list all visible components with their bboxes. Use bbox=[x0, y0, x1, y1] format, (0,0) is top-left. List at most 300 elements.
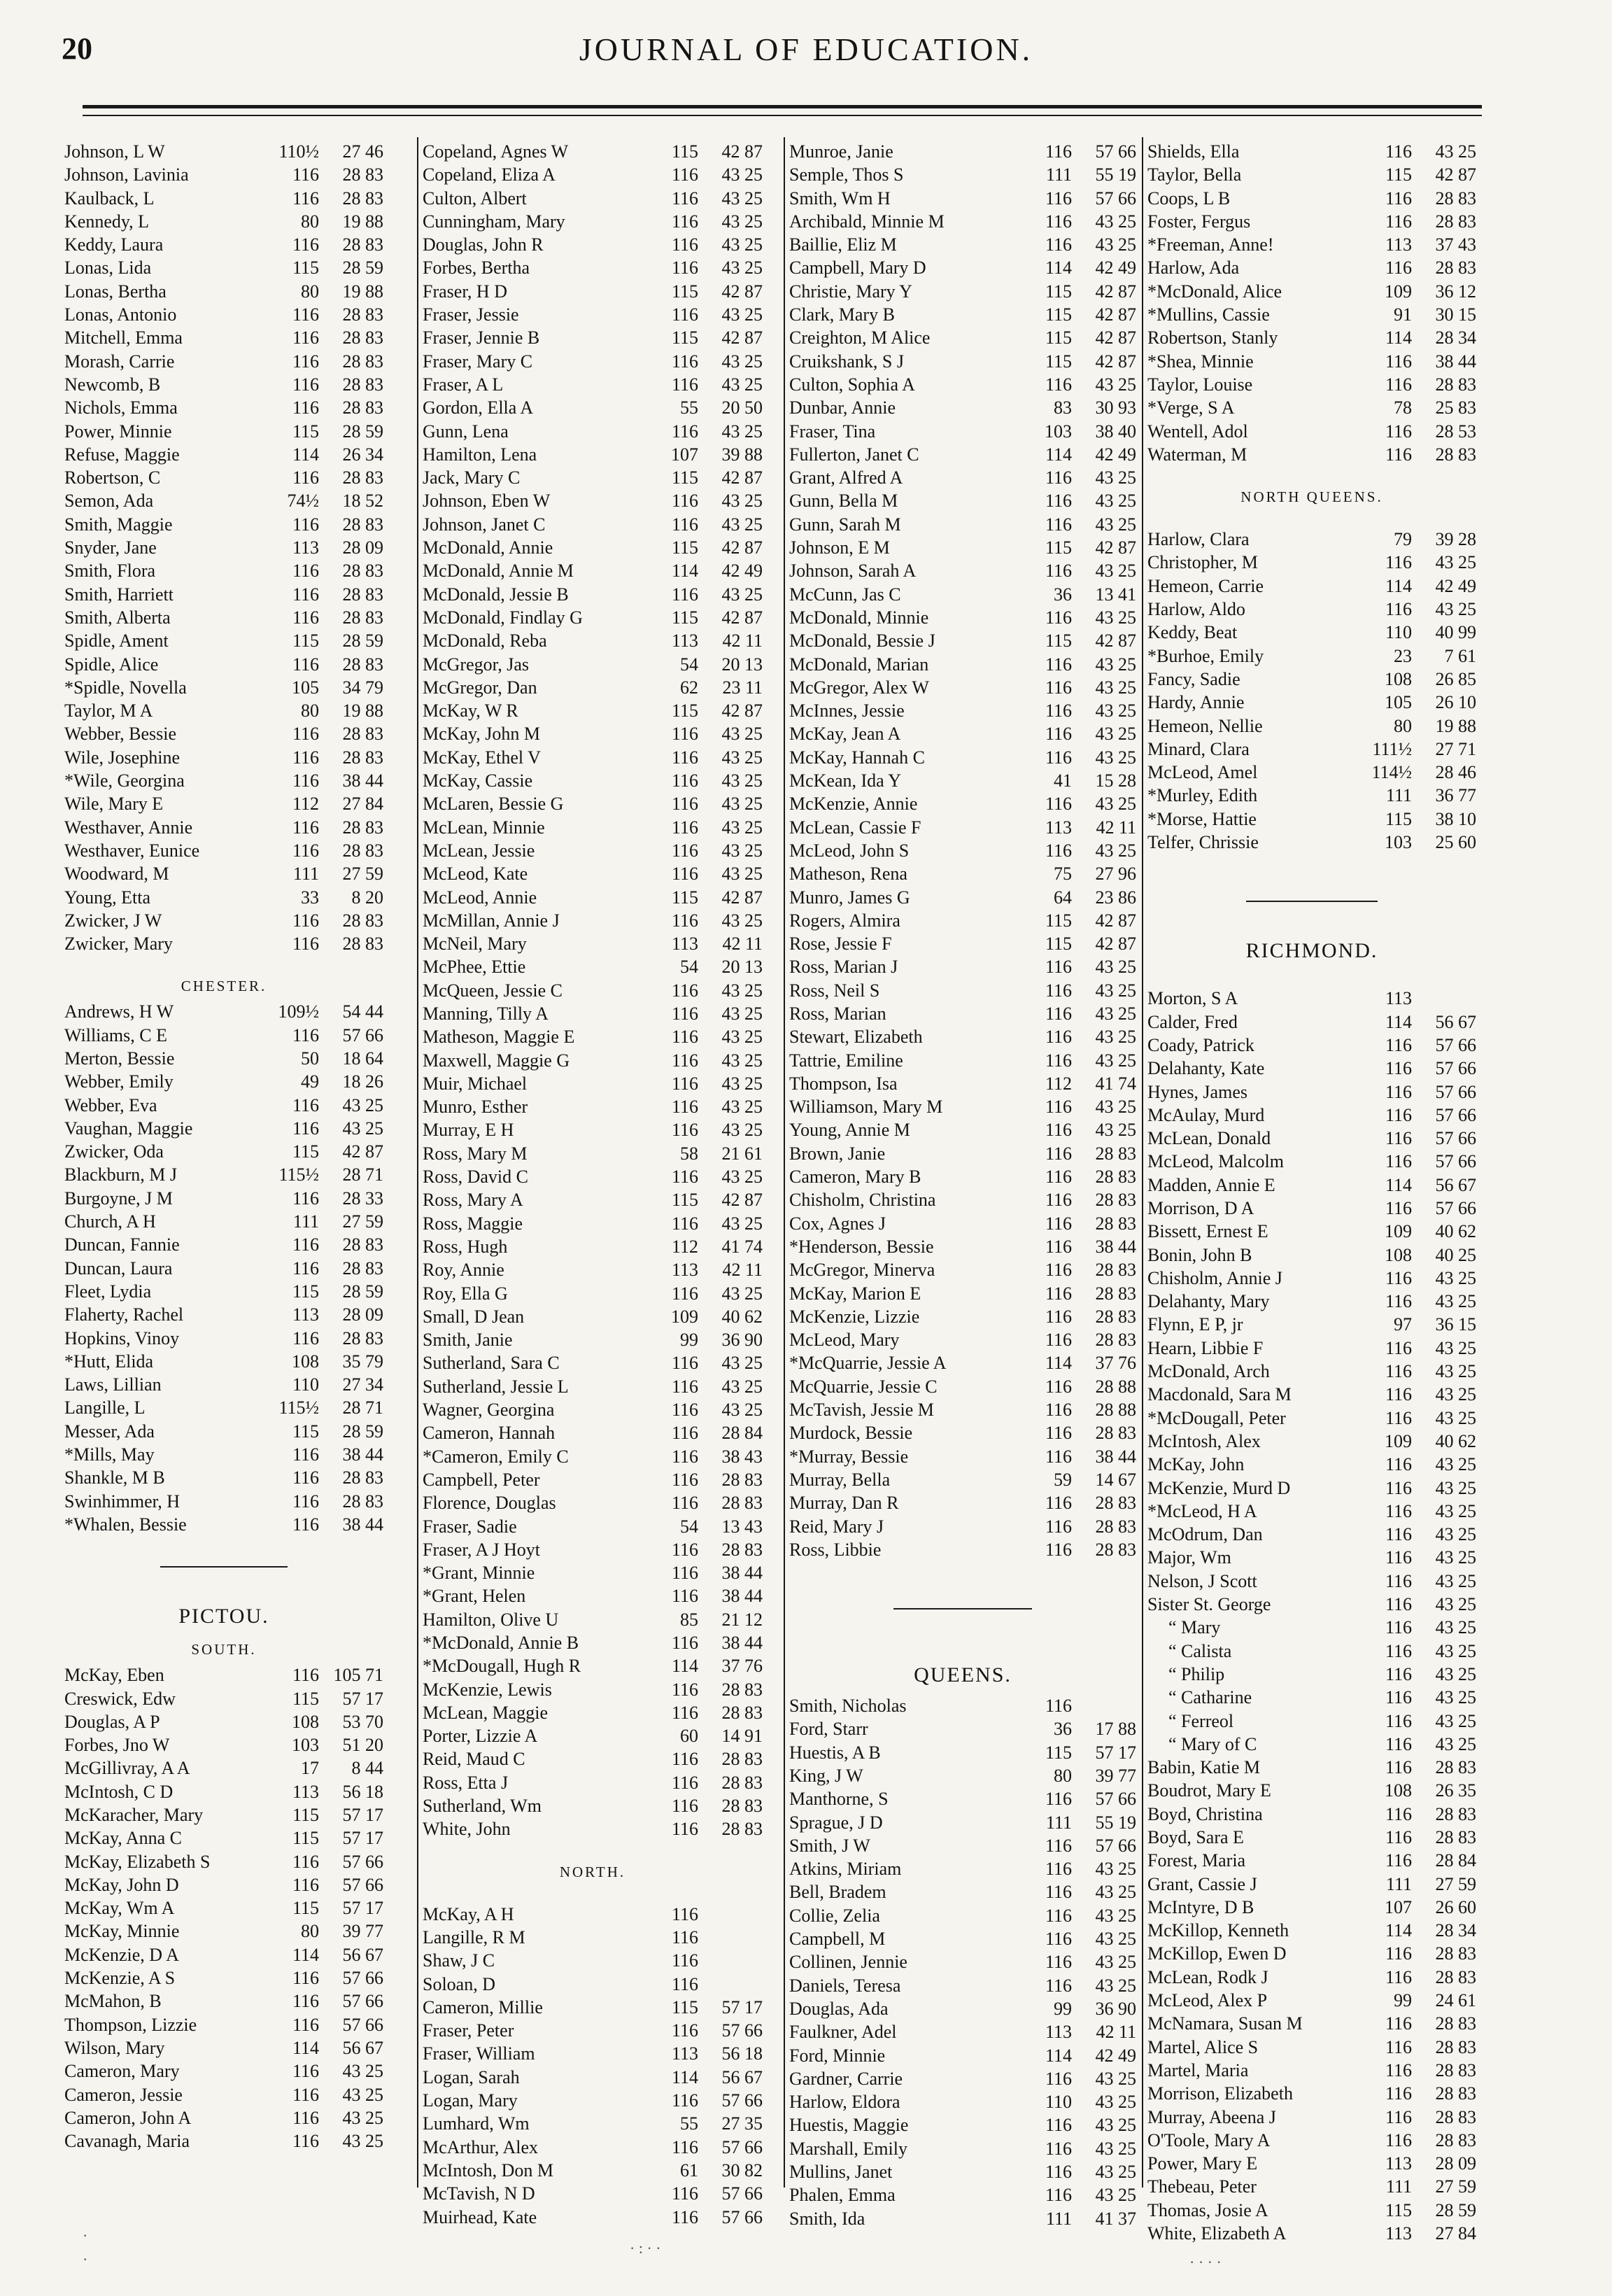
entry-days: 115 bbox=[1045, 1742, 1072, 1763]
entry-days: 116 bbox=[1045, 1696, 1072, 1717]
entry-days: 79 bbox=[1394, 529, 1412, 550]
entry-amount: 28 83 bbox=[342, 747, 383, 768]
entry-amount: 28 83 bbox=[1435, 1966, 1476, 1987]
entry-name: Copeland, Agnes W bbox=[423, 141, 569, 162]
entry-name: Matheson, Maggie E bbox=[423, 1027, 575, 1048]
entry-name: McGregor, Jas bbox=[423, 654, 530, 675]
entry-row bbox=[1147, 1896, 1476, 1919]
entry-row bbox=[789, 1375, 1136, 1398]
entry-days: 109½ bbox=[278, 1001, 319, 1022]
entry-amount: 43 25 bbox=[1095, 1929, 1136, 1950]
entry-name: Harlow, Ada bbox=[1147, 258, 1240, 279]
entry-row bbox=[64, 2129, 383, 2153]
entry-days: 116 bbox=[292, 1234, 319, 1255]
entry-name: Boudrot, Mary E bbox=[1147, 1780, 1271, 1801]
entry-days: 116 bbox=[1045, 141, 1072, 162]
entry-row bbox=[1147, 420, 1476, 443]
entry-days: 115 bbox=[1385, 808, 1412, 829]
entry-days: 116 bbox=[1045, 1236, 1072, 1257]
entry-name: Boyd, Christina bbox=[1147, 1803, 1263, 1824]
entry-row bbox=[789, 1491, 1136, 1514]
entry-amount: 38 44 bbox=[721, 1563, 763, 1584]
entry-name: Wentell, Adol bbox=[1147, 421, 1248, 442]
entry-row bbox=[423, 2159, 763, 2182]
entry-amount bbox=[698, 1949, 763, 1972]
entry-name: Bell, Bradem bbox=[789, 1882, 886, 1903]
entry-days: 116 bbox=[292, 2061, 319, 2082]
entry-days: 116 bbox=[1045, 1120, 1072, 1141]
entry-name: Ross, Hugh bbox=[423, 1236, 508, 1257]
entry-name: Bonin, John B bbox=[1147, 1244, 1252, 1265]
entry-days: 116 bbox=[1385, 351, 1412, 372]
entry-amount: 28 83 bbox=[1095, 1167, 1136, 1188]
entry-name: Sutherland, Sara C bbox=[423, 1353, 560, 1374]
entry-name: McTavish, Jessie M bbox=[789, 1400, 934, 1421]
entry-days: 112 bbox=[292, 794, 319, 815]
entry-days: 111 bbox=[292, 864, 319, 885]
entry-days: 115 bbox=[671, 141, 698, 162]
entry-row bbox=[1147, 691, 1476, 714]
entry-days: 116 bbox=[1045, 2138, 1072, 2159]
entry-name: Kennedy, L bbox=[64, 211, 150, 232]
entry-row bbox=[64, 1873, 383, 1896]
entry-days: 113 bbox=[671, 934, 698, 955]
entry-days: 116 bbox=[292, 2084, 319, 2105]
entry-name: Refuse, Maggie bbox=[64, 444, 180, 465]
entry-amount: 28 83 bbox=[342, 724, 383, 745]
district-subheading: SOUTH. bbox=[191, 1641, 257, 1658]
entry-row bbox=[1147, 1453, 1476, 1476]
entry-name: *Shea, Minnie bbox=[1147, 351, 1254, 372]
entry-amount: 28 83 bbox=[342, 1467, 383, 1488]
entry-days: 116 bbox=[1045, 2162, 1072, 2183]
entry-amount: 28 83 bbox=[1435, 2083, 1476, 2104]
entry-amount: 57 66 bbox=[1435, 1034, 1476, 1055]
entry-row bbox=[423, 140, 763, 163]
entry-days: 36 bbox=[1054, 1719, 1072, 1740]
entry-amount: 43 25 bbox=[1435, 599, 1476, 620]
entry-days: 80 bbox=[1394, 715, 1412, 736]
entry-amount: 42 87 bbox=[1095, 910, 1136, 931]
entry-amount: 30 82 bbox=[721, 2160, 763, 2181]
entry-days: 41 bbox=[1054, 770, 1072, 791]
entry-amount: 28 83 bbox=[1095, 1260, 1136, 1281]
entry-row bbox=[64, 1466, 383, 1489]
entry-amount: 43 25 bbox=[721, 1283, 763, 1304]
entry-days: 107 bbox=[671, 444, 698, 465]
entry-days: 115 bbox=[292, 1688, 319, 1709]
entry-row bbox=[423, 816, 763, 839]
entry-row bbox=[1147, 2059, 1476, 2082]
entry-name: Ross, Neil S bbox=[789, 980, 880, 1001]
entry-row bbox=[64, 373, 383, 396]
entry-name: McArthur, Alex bbox=[423, 2136, 539, 2157]
entry-days: 54 bbox=[680, 654, 698, 675]
entry-days: 116 bbox=[292, 1258, 319, 1279]
entry-name: *McLeod, H A bbox=[1147, 1500, 1257, 1521]
entry-amount: 8 20 bbox=[351, 887, 383, 908]
entry-days: 116 bbox=[671, 1633, 698, 1653]
entry-days: 116 bbox=[1385, 444, 1412, 465]
entry-days: 116 bbox=[292, 1874, 319, 1895]
entry-amount: 28 83 bbox=[1435, 1827, 1476, 1847]
entry-row bbox=[789, 2160, 1136, 2183]
entry-name: McIntyre, D B bbox=[1147, 1896, 1254, 1917]
entry-amount: 42 87 bbox=[1095, 281, 1136, 302]
entry-amount: 43 25 bbox=[721, 1073, 763, 1094]
entry-amount: 25 60 bbox=[1435, 832, 1476, 853]
entry-amount: 57 17 bbox=[1095, 1742, 1136, 1763]
entry-amount: 42 11 bbox=[1096, 817, 1136, 838]
entry-days: 114 bbox=[1385, 328, 1412, 348]
entry-row bbox=[64, 350, 383, 373]
entry-amount: 43 25 bbox=[1095, 980, 1136, 1001]
entry-amount: 38 43 bbox=[721, 1446, 763, 1467]
entry-row bbox=[1147, 1826, 1476, 1849]
entry-amount: 43 25 bbox=[1095, 2138, 1136, 2159]
entry-name: Johnson, Eben W bbox=[423, 491, 551, 512]
entry-name: Fleet, Lydia bbox=[64, 1281, 152, 1302]
entry-name: Bissett, Ernest E bbox=[1147, 1221, 1268, 1242]
entry-amount: 43 25 bbox=[342, 2131, 383, 2152]
entry-days: 116 bbox=[671, 770, 698, 791]
entry-amount: 56 18 bbox=[721, 2043, 763, 2064]
entry-days: 110 bbox=[1045, 2092, 1072, 2113]
entry-days: 116 bbox=[1045, 1376, 1072, 1397]
entry-days: 116 bbox=[292, 817, 319, 838]
entry-amount: 43 25 bbox=[1435, 1361, 1476, 1382]
entry-row bbox=[1147, 1057, 1476, 1080]
entry-name: McLeod, Malcolm bbox=[1147, 1151, 1284, 1172]
entry-amount: 43 25 bbox=[1095, 374, 1136, 395]
entry-amount: 28 83 bbox=[721, 1469, 763, 1490]
entry-days: 116 bbox=[1385, 2036, 1412, 2057]
entry-name: Archibald, Minnie M bbox=[789, 211, 945, 232]
entry-name: Gunn, Sarah M bbox=[789, 514, 901, 535]
entry-name: McLeod, Kate bbox=[423, 864, 528, 885]
entry-name: Spidle, Ament bbox=[64, 631, 169, 652]
entry-row bbox=[1147, 210, 1476, 233]
entry-amount: 28 83 bbox=[1095, 1213, 1136, 1234]
spacer bbox=[1147, 511, 1476, 528]
entry-name: McGregor, Minerva bbox=[789, 1260, 935, 1281]
entry-days: 116 bbox=[671, 864, 698, 885]
entry-name: Baillie, Eliz M bbox=[789, 234, 897, 255]
entry-name: “ Ferreol bbox=[1168, 1710, 1234, 1731]
entry-amount: 43 25 bbox=[1095, 1120, 1136, 1141]
entry-days: 116 bbox=[1385, 1058, 1412, 1079]
entry-amount: 43 25 bbox=[1435, 1640, 1476, 1661]
entry-amount: 28 83 bbox=[1435, 2013, 1476, 2034]
entry-name: McKay, A H bbox=[423, 1903, 514, 1924]
entry-amount: 105 71 bbox=[333, 1665, 383, 1686]
entry-name: McKenzie, Lewis bbox=[423, 1679, 552, 1700]
column-divider bbox=[1142, 137, 1143, 2188]
entry-amount: 43 25 bbox=[1095, 467, 1136, 488]
entry-amount: 43 25 bbox=[1095, 234, 1136, 255]
entry-name: Harlow, Clara bbox=[1147, 529, 1250, 550]
entry-row bbox=[789, 606, 1136, 629]
entry-row bbox=[1147, 551, 1476, 574]
journal-title: JOURNAL OF EDUCATION. bbox=[579, 31, 1033, 67]
entry-name: Munroe, Janie bbox=[789, 141, 893, 162]
entry-amount: 28 84 bbox=[721, 1423, 763, 1444]
entry-amount: 28 83 bbox=[721, 1772, 763, 1793]
entry-row bbox=[789, 1258, 1136, 1281]
entry-amount: 28 83 bbox=[1435, 2129, 1476, 2150]
entry-name: Maxwell, Maggie G bbox=[423, 1050, 570, 1071]
entry-amount: 38 10 bbox=[1435, 808, 1476, 829]
entry-name: Ross, Etta J bbox=[423, 1772, 509, 1793]
entry-days: 115 bbox=[671, 281, 698, 302]
entry-name: Collie, Zelia bbox=[789, 1905, 880, 1926]
entry-name: Douglas, Ada bbox=[789, 1998, 889, 2019]
entry-amount: 28 83 bbox=[1435, 2036, 1476, 2057]
entry-days: 116 bbox=[671, 2020, 698, 2041]
entry-amount: 21 12 bbox=[721, 1609, 763, 1630]
entry-amount: 28 83 bbox=[342, 1258, 383, 1279]
entry-name: McIntosh, C D bbox=[64, 1781, 174, 1802]
entry-row bbox=[423, 1421, 763, 1444]
entry-amount: 57 66 bbox=[1435, 1081, 1476, 1102]
entry-amount: 28 83 bbox=[1095, 1143, 1136, 1164]
entry-amount: 38 44 bbox=[721, 1633, 763, 1653]
entry-amount: 42 87 bbox=[721, 281, 763, 302]
entry-row bbox=[789, 1538, 1136, 1561]
entry-row bbox=[64, 489, 383, 512]
entry-row bbox=[64, 1233, 383, 1256]
entry-amount: 43 25 bbox=[721, 514, 763, 535]
entry-row bbox=[64, 1920, 383, 1943]
entry-row bbox=[789, 1974, 1136, 1997]
entry-row bbox=[423, 1724, 763, 1747]
entry-name: Delahanty, Kate bbox=[1147, 1058, 1265, 1079]
entry-amount: 28 83 bbox=[721, 1679, 763, 1700]
entry-row bbox=[789, 1188, 1136, 1211]
entry-days: 111 bbox=[1385, 1873, 1412, 1894]
entry-days: 115 bbox=[1045, 934, 1072, 955]
entry-amount: 42 87 bbox=[1095, 304, 1136, 325]
entry-amount: 28 59 bbox=[342, 421, 383, 442]
entry-days: 108 bbox=[1385, 1244, 1412, 1265]
entry-days: 116 bbox=[292, 234, 319, 255]
entry-name: Young, Annie M bbox=[789, 1120, 910, 1141]
entry-row bbox=[789, 955, 1136, 978]
entry-row bbox=[789, 839, 1136, 862]
entry-amount: 43 25 bbox=[721, 1167, 763, 1188]
entry-amount: 42 87 bbox=[721, 607, 763, 628]
entry-name: Munro, Esther bbox=[423, 1097, 528, 1118]
entry-row bbox=[423, 1608, 763, 1631]
entry-days: 80 bbox=[1054, 1766, 1072, 1786]
entry-row bbox=[64, 1024, 383, 1047]
entry-name: McKenzie, Annie bbox=[789, 794, 918, 815]
entry-row bbox=[789, 1049, 1136, 1072]
entry-days: 116 bbox=[671, 1493, 698, 1514]
entry-row bbox=[789, 816, 1136, 839]
entry-row bbox=[789, 280, 1136, 303]
entry-row bbox=[64, 466, 383, 489]
entry-amount: 57 66 bbox=[342, 1874, 383, 1895]
entry-days: 99 bbox=[1054, 1998, 1072, 2019]
entry-row bbox=[1147, 187, 1476, 210]
entry-name: White, John bbox=[423, 1819, 511, 1840]
entry-days: 116 bbox=[1045, 211, 1072, 232]
entry-days: 116 bbox=[1045, 234, 1072, 255]
entry-row bbox=[64, 1989, 383, 2013]
entry-row bbox=[789, 1328, 1136, 1351]
entry-row bbox=[64, 676, 383, 699]
entry-name: Logan, Mary bbox=[423, 2090, 518, 2111]
entry-name: Cox, Agnes J bbox=[789, 1213, 886, 1234]
entry-days: 116 bbox=[671, 188, 698, 209]
entry-row bbox=[789, 862, 1136, 885]
entry-name: McKenzie, A S bbox=[64, 1968, 176, 1989]
entry-row bbox=[423, 1538, 763, 1561]
entry-amount: 28 83 bbox=[342, 397, 383, 418]
entry-name: Cameron, Mary bbox=[64, 2061, 180, 2082]
entry-row bbox=[1147, 2129, 1476, 2152]
entry-amount: 43 25 bbox=[721, 304, 763, 325]
entry-row bbox=[789, 1118, 1136, 1141]
entry-name: Hemeon, Carrie bbox=[1147, 575, 1264, 596]
entry-amount: 57 66 bbox=[721, 2206, 763, 2227]
entry-name: Merton, Bessie bbox=[64, 1048, 175, 1069]
entry-name: *Grant, Helen bbox=[423, 1586, 526, 1607]
entry-row bbox=[789, 396, 1136, 419]
entry-name: Creswick, Edw bbox=[64, 1688, 176, 1709]
entry-name: Ross, Marian J bbox=[789, 957, 898, 978]
entry-name: McKay, John M bbox=[423, 724, 541, 745]
entry-name: Smith, Ida bbox=[789, 2208, 865, 2229]
entry-name: Daniels, Teresa bbox=[789, 1975, 901, 1996]
entry-name: Harlow, Aldo bbox=[1147, 599, 1245, 620]
entry-name: McQueen, Jessie C bbox=[423, 980, 563, 1001]
entry-amount: 57 17 bbox=[342, 1805, 383, 1825]
entry-row bbox=[789, 210, 1136, 233]
entry-name: McKay, Elizabeth S bbox=[64, 1851, 211, 1872]
entry-name: McKay, Minnie bbox=[64, 1921, 180, 1942]
entry-days: 116 bbox=[1045, 794, 1072, 815]
entry-days: 116 bbox=[671, 351, 698, 372]
entry-row bbox=[423, 746, 763, 769]
entry-row bbox=[423, 536, 763, 559]
entry-days: 116 bbox=[1385, 1384, 1412, 1405]
column-2 bbox=[423, 140, 763, 2227]
entry-name: Shaw, J C bbox=[423, 1950, 495, 1971]
entry-amount bbox=[1412, 987, 1476, 1010]
entry-amount: 42 87 bbox=[721, 887, 763, 908]
entry-days: 97 bbox=[1394, 1314, 1412, 1335]
entry-days: 116 bbox=[1385, 1361, 1412, 1382]
entry-days: 116 bbox=[1385, 421, 1412, 442]
entry-row bbox=[64, 1070, 383, 1093]
entry-name: Grant, Cassie J bbox=[1147, 1873, 1257, 1894]
entry-row bbox=[1147, 1546, 1476, 1569]
entry-days: 116 bbox=[292, 1514, 319, 1535]
entry-amount: 40 62 bbox=[1435, 1221, 1476, 1242]
entry-row bbox=[789, 1445, 1136, 1468]
entry-days: 116 bbox=[671, 1772, 698, 1793]
entry-name: Fraser, A J Hoyt bbox=[423, 1539, 540, 1560]
entry-amount: 27 59 bbox=[1435, 1873, 1476, 1894]
entry-amount: 43 25 bbox=[721, 234, 763, 255]
entry-amount: 23 86 bbox=[1095, 887, 1136, 908]
entry-name: McKillop, Ewen D bbox=[1147, 1943, 1287, 1964]
entry-name: Murray, Dan R bbox=[789, 1493, 899, 1514]
entry-row bbox=[64, 862, 383, 885]
entry-days: 116 bbox=[292, 910, 319, 931]
entry-row bbox=[789, 1880, 1136, 1903]
entry-row bbox=[423, 1188, 763, 1211]
entry-amount: 57 17 bbox=[721, 1996, 763, 2017]
entry-amount: 43 25 bbox=[1095, 1905, 1136, 1926]
entry-amount: 28 83 bbox=[342, 607, 383, 628]
entry-amount: 28 83 bbox=[342, 328, 383, 348]
entry-days: 116 bbox=[1385, 1803, 1412, 1824]
entry-name: Babin, Katie M bbox=[1147, 1757, 1261, 1778]
entry-amount: 28 83 bbox=[342, 561, 383, 582]
entry-amount: 57 66 bbox=[342, 2014, 383, 2035]
entry-amount: 43 25 bbox=[1095, 211, 1136, 232]
entry-row bbox=[1147, 1244, 1476, 1267]
entry-days: 116 bbox=[1045, 1905, 1072, 1926]
entry-days: 116 bbox=[1045, 374, 1072, 395]
entry-amount: 28 83 bbox=[342, 817, 383, 838]
entry-row bbox=[789, 699, 1136, 722]
entry-days: 116 bbox=[292, 1094, 319, 1115]
entry-name: McLeod, Annie bbox=[423, 887, 537, 908]
entry-amount: 57 17 bbox=[342, 1688, 383, 1709]
entry-days: 116 bbox=[1385, 1267, 1412, 1288]
entry-name: McLean, Jessie bbox=[423, 840, 535, 861]
entry-name: McDonald, Arch bbox=[1147, 1361, 1270, 1382]
entry-name: Nichols, Emma bbox=[64, 397, 178, 418]
entry-row bbox=[64, 1163, 383, 1186]
entry-amount: 56 67 bbox=[721, 2066, 763, 2087]
entry-amount: 42 87 bbox=[721, 1190, 763, 1211]
entry-days: 116 bbox=[1045, 1835, 1072, 1856]
entry-amount: 43 25 bbox=[1435, 1617, 1476, 1638]
entry-row bbox=[423, 1701, 763, 1724]
entry-name: Stewart, Elizabeth bbox=[789, 1027, 923, 1048]
entry-amount: 43 25 bbox=[1095, 700, 1136, 721]
entry-days: 116 bbox=[292, 2107, 319, 2128]
entry-row bbox=[423, 839, 763, 862]
entry-row bbox=[789, 303, 1136, 326]
spacer bbox=[1147, 970, 1476, 987]
entry-amount: 28 83 bbox=[342, 1327, 383, 1348]
entry-amount: 43 25 bbox=[1095, 1952, 1136, 1973]
entry-row bbox=[1147, 761, 1476, 784]
entry-row bbox=[423, 1049, 763, 1072]
entry-row bbox=[423, 1258, 763, 1281]
entry-amount: 43 25 bbox=[721, 1027, 763, 1048]
entry-amount: 28 83 bbox=[342, 374, 383, 395]
entry-name: Telfer, Chrissie bbox=[1147, 832, 1259, 853]
entry-name: Hamilton, Olive U bbox=[423, 1609, 559, 1630]
entry-amount: 20 13 bbox=[721, 957, 763, 978]
entry-amount: 28 83 bbox=[721, 1702, 763, 1723]
entry-amount: 28 09 bbox=[342, 1304, 383, 1325]
entry-days: 116 bbox=[671, 1003, 698, 1024]
entry-name: Andrews, H W bbox=[64, 1001, 174, 1022]
entry-row bbox=[64, 163, 383, 186]
entry-amount: 28 83 bbox=[1095, 1283, 1136, 1304]
entry-amount: 43 25 bbox=[1095, 747, 1136, 768]
entry-row bbox=[64, 1280, 383, 1303]
entry-row bbox=[64, 1966, 383, 1989]
